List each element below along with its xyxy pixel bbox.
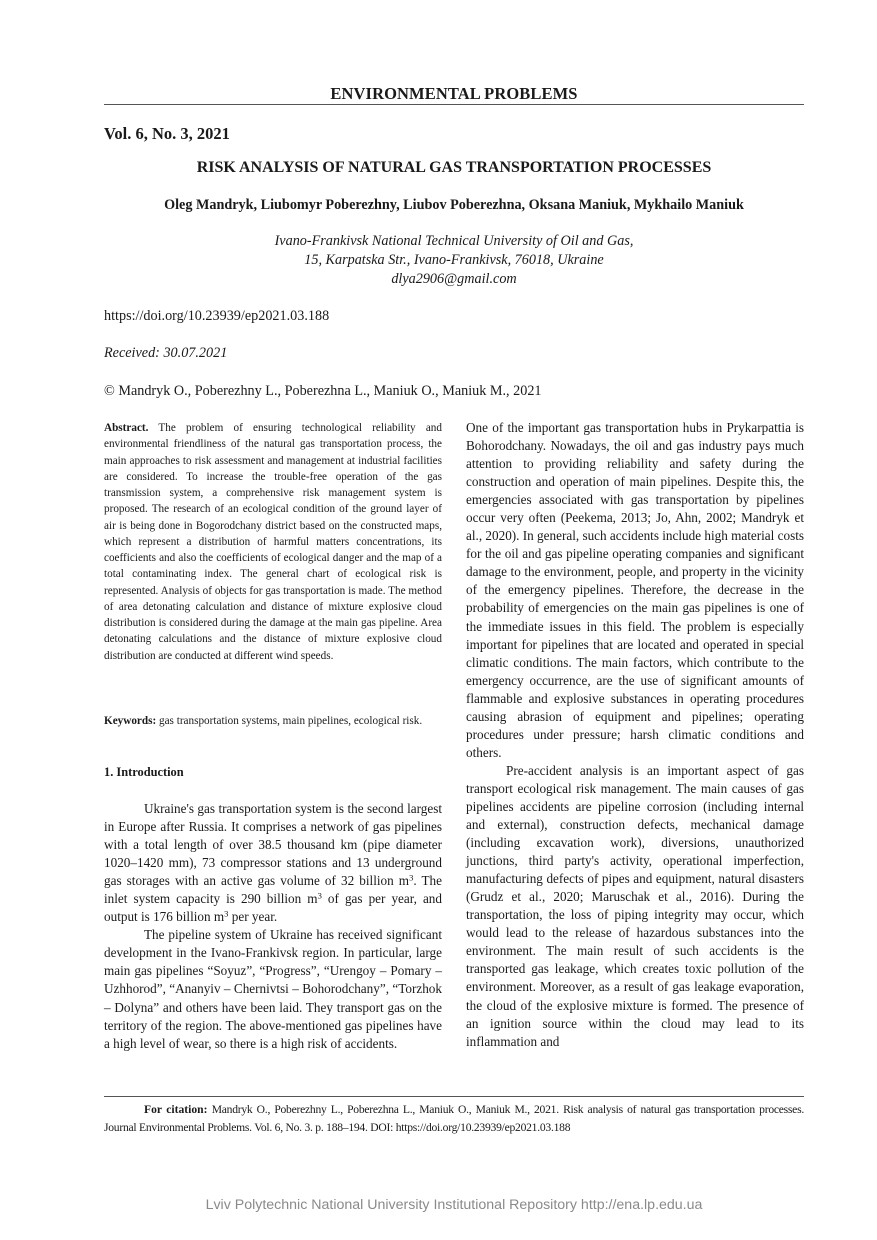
citation-divider bbox=[104, 1096, 804, 1097]
abstract bbox=[104, 420, 442, 664]
contact-email[interactable]: dlya2906@gmail.com bbox=[391, 271, 517, 287]
citation-text: Mandryk O., Poberezhny L., Poberezhna L., Maniuk O., Maniuk M., 2021. Risk analysis of natural gas transportation processes. Journal Environmental Problems. Vol. 6, No. 3. p. 188–194. DOI: https://doi.org/10.23939/ep2021.03.188 bbox=[104, 1103, 804, 1134]
paragraph: Ukraine's gas transportation system is the second largest in Europe after Russia. It comprises a network of gas pipelines with a total length of over 38.5 thousand km (pipe diameter 1020–1420 mm), 73 compressor stations and 13 underground gas storages with an active gas volume of 32 billion $m^3$. The inlet system capacity is 290 billion $m^3$ of gas per year, and output is 176 billion $m^3$ per year. bbox=[104, 801, 443, 925]
citation-block bbox=[104, 1101, 804, 1136]
abstract-label: Abstract. bbox=[104, 422, 149, 434]
header-divider bbox=[104, 104, 804, 105]
received-date: Received: 30.07.2021 bbox=[104, 345, 228, 361]
introduction-left-column bbox=[104, 800, 442, 1053]
volume-issue: Vol. 6, No. 3, 2021 bbox=[104, 124, 230, 143]
affiliation-block bbox=[104, 232, 804, 289]
keywords-text: gas transportation systems, main pipelines, ecological risk. bbox=[156, 715, 423, 727]
keywords bbox=[104, 713, 442, 729]
article-title: RISK ANALYSIS OF NATURAL GAS TRANSPORTATION PROCESSES bbox=[196, 159, 712, 176]
paragraph: Pre-accident analysis is an important aspect of gas transport ecological risk management. The main causes of gas pipelines accidents are pipeline corrosion (including internal and external), construction defects, mechanical damage (including excavation work), diversions, unauthorized junctions, third party's activity, operational imperfection, manufacturing defects of pipes and equipment, natural disasters (Grudz et al., 2020; Maruschak et al., 2016). During the transportation, the loss of piping integrity may occur, which would lead to the release of hazardous substances into the environment. The main result of such accidents is the transported gas leakage, which creates toxic pollution of the environment. Moreover, as a result of gas leakage evaporation, the cloud of the explosive mixture is formed. The presence of an ignition source within the cloud may lead to its inflammation and bbox=[466, 762, 804, 1049]
section-heading-introduction: 1. Introduction bbox=[104, 765, 184, 779]
affiliation-address: 15, Karpatska Str., Ivano-Frankivsk, 76018, Ukraine bbox=[304, 252, 604, 268]
doi-link[interactable]: https://doi.org/10.23939/ep2021.03.188 bbox=[104, 308, 330, 324]
introduction-right-column bbox=[466, 419, 804, 1051]
citation-label: For citation: bbox=[144, 1103, 208, 1116]
abstract-text: The problem of ensuring technological reliability and environmental friendliness of the natural gas transportation process, the main approaches to risk assessment and management at industrial facilities are considered. To increase the trouble-free operation of the gas transmission system, a comprehensive risk management system is proposed. The research of an ecological condition of the ground layer of air is being done in Bogorodchany district based on the constructed maps, which represent a distribution of harmful matters concentrations, its coefficients and also the coefficients of ecological danger and the map of a total contaminating index. The general chart of ecological risk is represented. Analysis of objects for gas transportation is made. The method of area detonating calculation and distance of mixture explosive cloud distribution is considered during the damage at the main gas pipeline. Area detonating calculations and the distance of mixture explosive cloud distribution are conducted at different wind speeds. bbox=[104, 422, 442, 662]
repository-watermark: Lviv Polytechnic National University Institutional Repository http://ena.lp.edu.ua bbox=[205, 1197, 703, 1213]
paragraph: The pipeline system of Ukraine has received significant development in the Ivano-Frankivsk region. In particular, large main gas pipelines “Soyuz”, “Progress”, “Urengoy – Pomary – Uzhhorod”, “Ananyiv – Chernivtsi – Bohorodchany”, “Torzhok – Dolyna” and others have been laid. They transport gas on the territory of the region. The above-mentioned gas pipelines have a high level of wear, so there is a high risk of accidents. bbox=[104, 927, 442, 1051]
copyright-notice: © Mandryk O., Poberezhny L., Poberezhna L., Maniuk O., Maniuk M., 2021 bbox=[104, 383, 542, 399]
author-list: Oleg Mandryk, Liubomyr Poberezhny, Liubov Poberezhna, Oksana Maniuk, Mykhailo Maniuk bbox=[164, 197, 744, 213]
affiliation-institution: Ivano-Frankivsk National Technical University of Oil and Gas, bbox=[274, 233, 634, 249]
journal-name: ENVIRONMENTAL PROBLEMS bbox=[330, 84, 578, 103]
keywords-label: Keywords: bbox=[104, 715, 157, 727]
paragraph: One of the important gas transportation hubs in Prykarpattia is Bohorodchany. Nowadays, the oil and gas industry pays much attention to providing reliability and safety during the construction and operation of main pipelines. Despite this, the emergencies associated with gas transportation by pipelines occur very often (Peekema, 2013; Jo, Ahn, 2002; Mandryk et al., 2020). In general, such accidents include high material costs for the oil and gas pipeline operating companies and significant damage to the environment, people, and property in the vicinity of the emergency pipelines. Therefore, the decrease in the probability of emergencies on the main gas pipelines is one of the immediate issues in this field. The problem is especially important for pipelines that are located and operated in special climatic conditions. The main factors, which contribute to the emergency occurrence, are the use of significant amounts of flammable and explosive substances in operating procedures causing abrasion of equipment and pipelines; operating procedures under pressure; harsh climatic conditions and others. bbox=[466, 420, 805, 760]
